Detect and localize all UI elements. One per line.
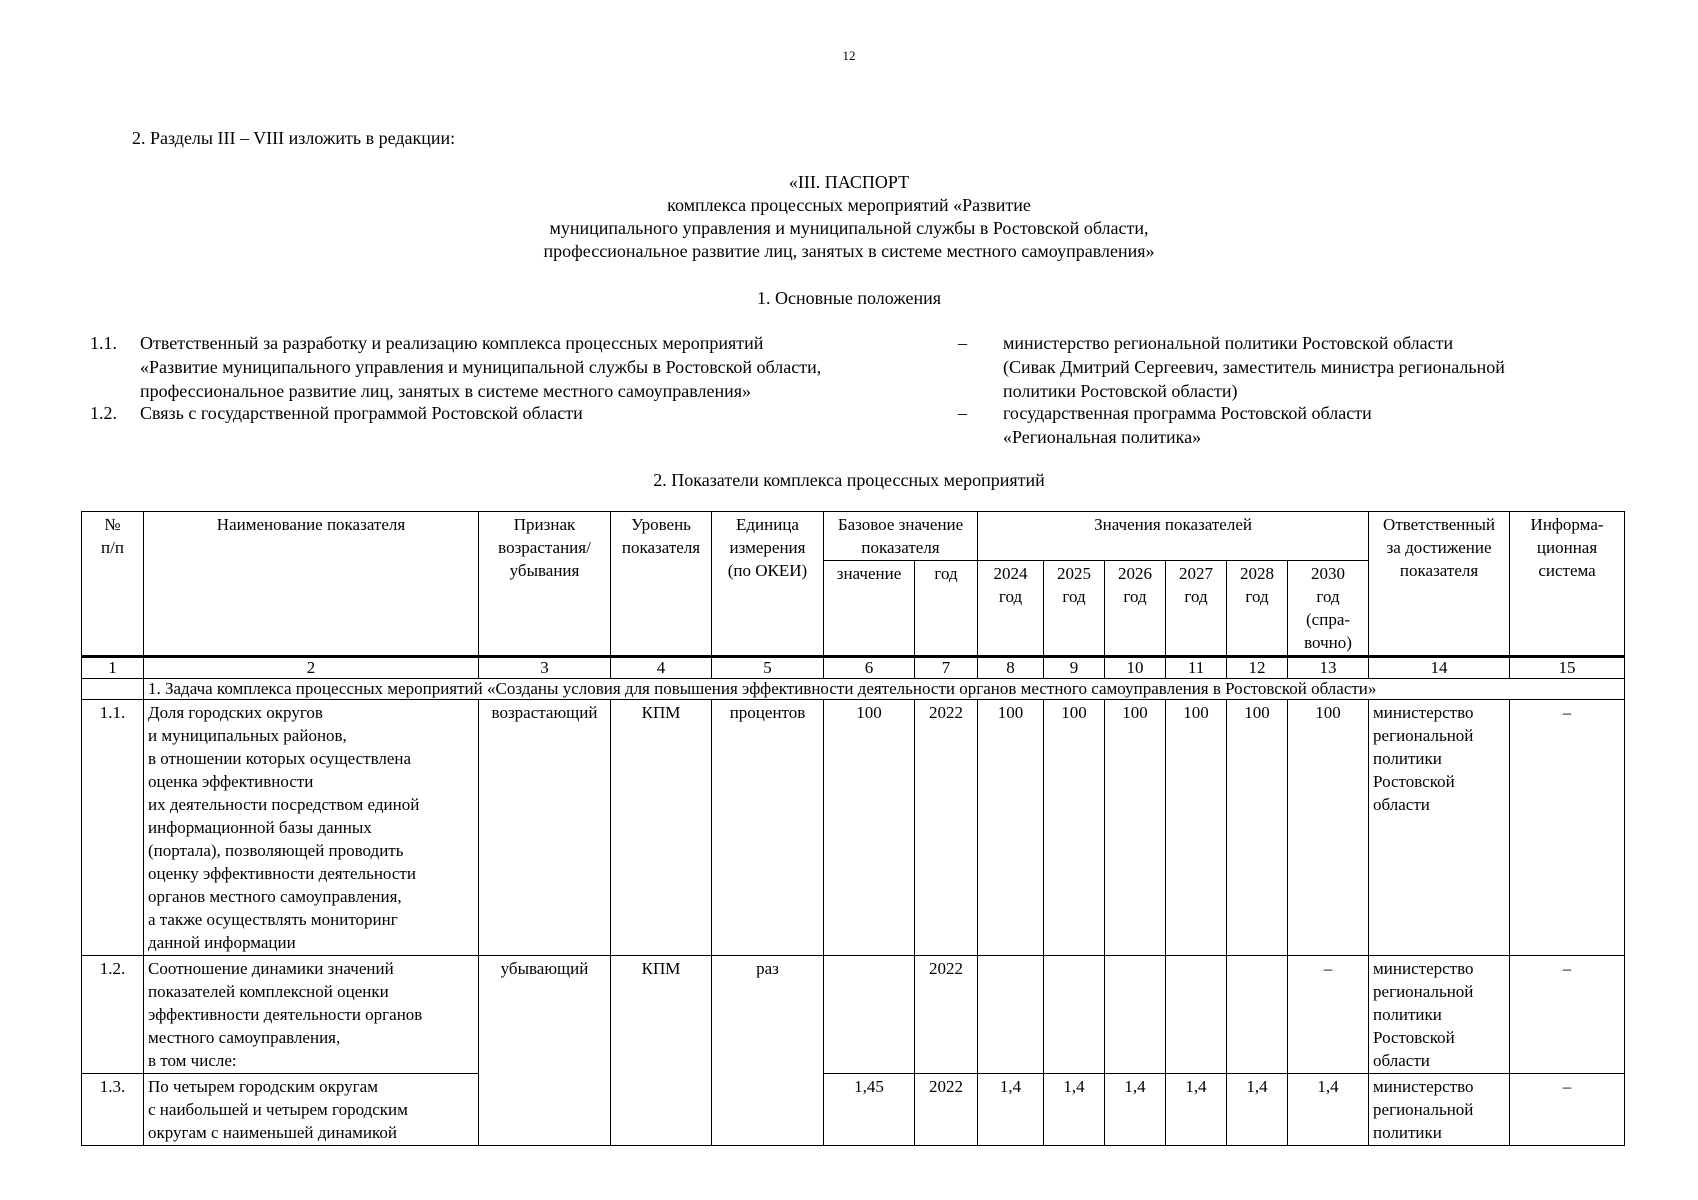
task-title: 1. Задача комплекса процессных мероприятий «Созданы условия для повышения эффективности деятельности органов местного самоуправления в Ростовской области» — [144, 679, 1625, 700]
row-trend: убывающий — [479, 956, 611, 1146]
row-name: Соотношение динамики значений показателей комплексной оценки эффективности деятельности органов местного самоуправления, в том числе: — [144, 956, 479, 1074]
row-num: 1.1. — [82, 700, 144, 956]
row-value-2024 — [978, 956, 1044, 1074]
row-num: 1.3. — [82, 1074, 144, 1146]
task-row — [82, 679, 1625, 700]
column-number: 8 — [978, 657, 1044, 679]
column-number: 3 — [479, 657, 611, 679]
column-number: 5 — [712, 657, 824, 679]
provision-value — [1003, 331, 1505, 403]
header-base-value: значение — [824, 561, 915, 657]
row-info: – — [1510, 1074, 1625, 1146]
row-responsible: министерство региональной политики Ростовской области — [1369, 700, 1510, 956]
column-number: 10 — [1105, 657, 1166, 679]
passport-title-line: муниципального управления и муниципальной службы в Ростовской области, — [549, 218, 1149, 238]
column-number: 13 — [1288, 657, 1369, 679]
row-base-year: 2022 — [915, 1074, 978, 1146]
row-value-2026: 100 — [1105, 700, 1166, 956]
row-value-2027: 1,4 — [1166, 1074, 1227, 1146]
task-row-spacer — [82, 679, 144, 700]
column-number: 9 — [1044, 657, 1105, 679]
section2-title: 2. Показатели комплекса процессных мероприятий — [653, 470, 1045, 490]
row-value-2030: 1,4 — [1288, 1074, 1369, 1146]
provision-value-line: министерство региональной политики Ростовской области — [1003, 333, 1454, 353]
header-values: Значения показателей — [978, 512, 1369, 561]
row-value-2025 — [1044, 956, 1105, 1074]
provision-value-line: (Сивак Дмитрий Сергеевич, заместитель министра региональной — [1003, 357, 1505, 377]
provision-subject — [140, 401, 583, 425]
table-row — [82, 700, 1625, 956]
page-number: 12 — [842, 48, 856, 63]
header-info: Информа- ционная система — [1510, 512, 1625, 657]
row-value-2030: 100 — [1288, 700, 1369, 956]
row-responsible: министерство региональной политики Ростовской области — [1369, 956, 1510, 1074]
column-number: 1 — [82, 657, 144, 679]
provision-subject-line: Ответственный за разработку и реализацию комплекса процессных мероприятий — [140, 333, 764, 353]
row-name: По четырем городским округам с наибольшей и четырем городским округам с наименьшей динамикой — [144, 1074, 479, 1146]
row-level: КПМ — [611, 956, 712, 1146]
header-base: Базовое значение показателя — [824, 512, 978, 561]
provision-subject — [140, 331, 821, 403]
column-number: 7 — [915, 657, 978, 679]
row-base-year: 2022 — [915, 700, 978, 956]
column-number: 11 — [1166, 657, 1227, 679]
header-year: 2025 год — [1044, 561, 1105, 657]
row-name: Доля городских округов и муниципальных районов, в отношении которых осуществлена оценка эффективности их деятельности посредством единой информационной базы данных (портала), позволяющей проводить оценку эффективности деятельности органов местного самоуправления, а также осуществлять мониторинг данной информации — [144, 700, 479, 956]
row-base-year: 2022 — [915, 956, 978, 1074]
row-base-value — [824, 956, 915, 1074]
passport-title-line: комплекса процессных мероприятий «Развитие — [667, 195, 1031, 215]
header-year: 2027 год — [1166, 561, 1227, 657]
row-unit: процентов — [712, 700, 824, 956]
row-base-value: 100 — [824, 700, 915, 956]
column-number: 12 — [1227, 657, 1288, 679]
column-numbers-row — [82, 657, 1625, 679]
intro-text: 2. Разделы III – VIII изложить в редакции: — [132, 128, 456, 148]
row-num: 1.2. — [82, 956, 144, 1074]
header-trend: Признак возрастания/ убывания — [479, 512, 611, 657]
header-year: 2024 год — [978, 561, 1044, 657]
table-row — [82, 956, 1625, 1074]
header-num: № п/п — [82, 512, 144, 657]
header-year: 2030 год (спра- вочно) — [1288, 561, 1369, 657]
indicators-table — [81, 511, 1625, 1146]
provision-dash: – — [958, 403, 967, 423]
row-trend: возрастающий — [479, 700, 611, 956]
header-unit: Единица измерения (по ОКЕИ) — [712, 512, 824, 657]
row-value-2028 — [1227, 956, 1288, 1074]
provision-value-line: государственная программа Ростовской области — [1003, 403, 1372, 423]
row-info: – — [1510, 700, 1625, 956]
provision-value — [1003, 401, 1372, 449]
row-value-2028: 1,4 — [1227, 1074, 1288, 1146]
row-value-2026: 1,4 — [1105, 1074, 1166, 1146]
header-responsible: Ответственный за достижение показателя — [1369, 512, 1510, 657]
row-value-2024: 1,4 — [978, 1074, 1044, 1146]
provision-value-line: политики Ростовской области) — [1003, 381, 1238, 401]
passport-title — [0, 170, 1698, 262]
provision-subject-line: «Развитие муниципального управления и муниципальной службы в Ростовской области, — [140, 357, 822, 377]
column-number: 6 — [824, 657, 915, 679]
row-value-2025: 1,4 — [1044, 1074, 1105, 1146]
provision-number: 1.1. — [90, 333, 117, 353]
row-value-2027 — [1166, 956, 1227, 1074]
row-base-value: 1,45 — [824, 1074, 915, 1146]
section1-title: 1. Основные положения — [757, 288, 941, 308]
column-number: 2 — [144, 657, 479, 679]
row-value-2026 — [1105, 956, 1166, 1074]
row-unit: раз — [712, 956, 824, 1146]
column-number: 14 — [1369, 657, 1510, 679]
row-value-2024: 100 — [978, 700, 1044, 956]
row-value-2025: 100 — [1044, 700, 1105, 956]
row-info: – — [1510, 956, 1625, 1074]
header-name: Наименование показателя — [144, 512, 479, 657]
row-value-2028: 100 — [1227, 700, 1288, 956]
provision-value-line: «Региональная политика» — [1003, 427, 1202, 447]
row-responsible: министерство региональной политики — [1369, 1074, 1510, 1146]
header-year: 2026 год — [1105, 561, 1166, 657]
header-row — [82, 512, 1625, 561]
table-row — [82, 1074, 1625, 1146]
row-level: КПМ — [611, 700, 712, 956]
provision-subject-line: профессиональное развитие лиц, занятых в системе местного самоуправления» — [140, 381, 751, 401]
column-number: 15 — [1510, 657, 1625, 679]
row-value-2030: – — [1288, 956, 1369, 1074]
row-value-2027: 100 — [1166, 700, 1227, 956]
provision-number: 1.2. — [90, 403, 117, 423]
provision-subject-line: Связь с государственной программой Ростовской области — [140, 403, 583, 423]
provision-dash: – — [958, 333, 967, 353]
passport-title-line: профессиональное развитие лиц, занятых в системе местного самоуправления» — [543, 241, 1155, 261]
header-year: 2028 год — [1227, 561, 1288, 657]
header-base-year: год — [915, 561, 978, 657]
header-level: Уровень показателя — [611, 512, 712, 657]
passport-title-line: «III. ПАСПОРТ — [788, 172, 910, 192]
column-number: 4 — [611, 657, 712, 679]
